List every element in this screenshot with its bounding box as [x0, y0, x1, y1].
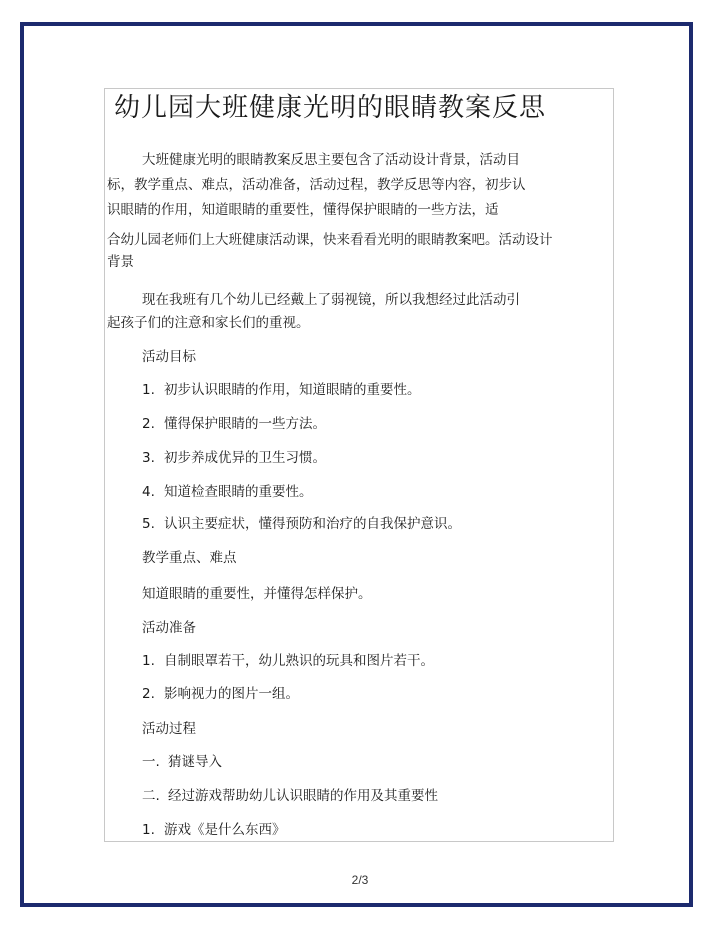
- goal-text: 初步认识眼睛的作用，知道眼睛的重要性。: [164, 382, 421, 398]
- goal-item: [142, 514, 461, 534]
- goal-number: 1.: [142, 382, 155, 398]
- process-number: 二.: [142, 788, 160, 804]
- process-item: [142, 752, 222, 772]
- goal-number: 3.: [142, 450, 155, 466]
- preparation-heading: 活动准备: [142, 620, 196, 636]
- process-text: 游戏《是什么东西》: [164, 822, 286, 838]
- process-heading: 活动过程: [142, 721, 196, 737]
- goal-item: [142, 380, 421, 400]
- key-points-heading: 教学重点、难点: [142, 550, 237, 566]
- intro-line-3: 识眼睛的作用，知道眼睛的重要性，懂得保护眼睛的一些方法，适: [107, 202, 499, 218]
- prep-number: 1.: [142, 653, 155, 669]
- document-title: 幼儿园大班健康光明的眼睛教案反思: [114, 93, 547, 123]
- background-line-2: 起孩子们的注意和家长们的重视。: [107, 315, 310, 331]
- prep-number: 2.: [142, 686, 155, 702]
- process-item: [142, 786, 438, 806]
- goal-number: 5.: [142, 516, 155, 532]
- process-number: 一.: [142, 754, 160, 770]
- goal-text: 懂得保护眼睛的一些方法。: [164, 416, 326, 432]
- goal-number: 2.: [142, 416, 155, 432]
- intro-line-5: 背景: [107, 254, 134, 270]
- prep-text: 自制眼罩若干，幼儿熟识的玩具和图片若干。: [164, 653, 434, 669]
- page-number: 2/3: [351, 873, 369, 887]
- prep-item: [142, 684, 299, 704]
- goal-text: 初步养成优异的卫生习惯。: [164, 450, 326, 466]
- process-text: 猜谜导入: [168, 754, 222, 770]
- goal-number: 4.: [142, 484, 155, 500]
- goal-text: 知道检查眼睛的重要性。: [164, 484, 313, 500]
- goals-heading: 活动目标: [142, 349, 196, 365]
- intro-line-1: 大班健康光明的眼睛教案反思主要包含了活动设计背景，活动目: [142, 152, 520, 168]
- goal-text: 认识主要症状，懂得预防和治疗的自我保护意识。: [164, 516, 461, 532]
- goal-item: [142, 482, 313, 502]
- intro-line-4: 合幼儿园老师们上大班健康活动课，快来看看光明的眼睛教案吧。活动设计: [107, 232, 553, 248]
- goal-item: [142, 448, 326, 468]
- goal-item: [142, 414, 326, 434]
- background-line-1: 现在我班有几个幼儿已经戴上了弱视镜，所以我想经过此活动引: [142, 292, 520, 308]
- key-points-text: 知道眼睛的重要性，并懂得怎样保护。: [142, 586, 372, 602]
- prep-text: 影响视力的图片一组。: [164, 686, 299, 702]
- process-item: [142, 820, 286, 840]
- process-text: 经过游戏帮助幼儿认识眼睛的作用及其重要性: [168, 788, 438, 804]
- intro-line-2: 标，教学重点、难点，活动准备，活动过程，教学反思等内容，初步认: [107, 177, 526, 193]
- prep-item: [142, 651, 434, 671]
- process-number: 1.: [142, 822, 155, 838]
